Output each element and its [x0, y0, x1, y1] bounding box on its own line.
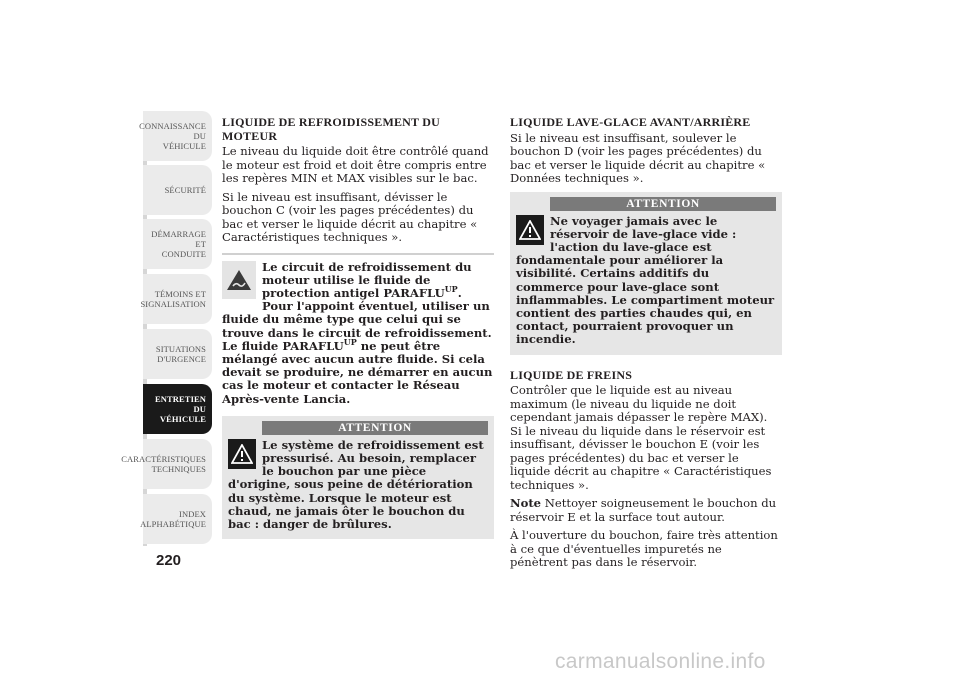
tab-caracteristiques[interactable]	[121, 439, 212, 489]
coolant-paragraph-1: Le niveau du liquide doit être contrôlé quand le moteur est froid et doit être compris entre les repères MIN et MAX visibles sur le bac.	[222, 144, 489, 185]
brake-paragraph-2: À l'ouverture du bouchon, faire très attention à ce que d'éventuelles impuretés ne pénètrent pas dans le réservoir.	[510, 528, 778, 570]
tab-label: SITUATIONS D'URGENCE	[155, 344, 206, 364]
paraflu-sup: UP	[343, 336, 357, 347]
tab-label: TÉMOINS ET SIGNALISATION	[140, 289, 206, 309]
washer-paragraph: Si le niveau est insuffisant, soulever le bouchon D (voir les pages précédentes) du bac et verser le liquide décrit au chapitre « Données techniques ».	[510, 130, 766, 185]
tab-label: ENTRETIEN DU VÉHICULE	[155, 394, 206, 424]
tab-label: SÉCURITÉ	[164, 185, 206, 195]
right-column	[510, 116, 782, 575]
note-text: Nettoyer soigneusement le bouchon du réservoir E et la surface tout autour.	[510, 496, 777, 524]
tab-temoins[interactable]	[140, 274, 212, 324]
paraflu-note-text	[222, 261, 494, 406]
washer-warning-text: Ne voyager jamais avec le réservoir de lave-glace vide : l'action du lave-glace est fondamentale pour améliorer la visibilité. Certains additifs du commerce pour lave-glace sont inflammables. Le compartiment moteur contient des parties chaudes qui, en contact, pourraient provoquer un incendie.	[516, 213, 775, 347]
note-label: Note	[510, 496, 542, 511]
coolant-paragraph-2: Si le niveau est insuffisant, dévisser le bouchon C (voir les pages précédentes) du bac et verser le liquide décrit au chapitre « Caractéristiques techniques ».	[222, 189, 478, 244]
tab-situations[interactable]	[143, 329, 212, 379]
warning-title: ATTENTION	[262, 421, 488, 435]
paraflu-text-a: Le circuit de refroidissement du moteur utilise le fluide de protection antigel PARAFLU	[262, 259, 472, 300]
coolant-heading: LIQUIDE DE REFROIDISSEMENT DU MOTEUR	[222, 115, 440, 143]
tab-demarrage[interactable]	[143, 219, 212, 269]
tab-index[interactable]	[140, 494, 212, 544]
watermark: carmanualsonline.info	[555, 650, 766, 673]
left-column	[222, 116, 494, 549]
tab-connaissance[interactable]	[139, 111, 212, 161]
tab-label: DÉMARRAGE ET CONDUITE	[151, 229, 206, 259]
paraflu-note	[222, 253, 494, 406]
tab-entretien[interactable]	[143, 384, 212, 434]
tab-securite[interactable]	[143, 165, 212, 215]
brake-fluid-heading: LIQUIDE DE FREINS	[510, 367, 633, 382]
warning-title: ATTENTION	[550, 197, 776, 211]
coolant-warning-box	[222, 416, 494, 539]
warning-triangle-icon	[228, 439, 256, 469]
washer-warning-box	[510, 192, 782, 355]
warning-triangle-icon	[516, 215, 544, 245]
brake-note	[510, 497, 782, 524]
brake-paragraph: Contrôler que le liquide est au niveau maximum (le niveau du liquide ne doit cependant jamais dépasser le repère MAX). Si le niveau du liquide dans le réservoir est insuffisant, dévisser le bouchon E (voir les pages précédentes) du bac et verser le liquide décrit au chapitre « Caractéristiques techniques ».	[510, 383, 772, 492]
tab-label: INDEX ALPHABÉTIQUE	[140, 509, 206, 529]
tab-label: CARACTÉRISTIQUES TECHNIQUES	[121, 454, 206, 474]
coolant-warning-text: Le système de refroidissement est pressurisé. Au besoin, remplacer le bouchon par une pièce d'origine, sous peine de détérioration du système. Lorsque le moteur est chaud, ne jamais ôter le bouchon du bac : danger de brûlures.	[228, 437, 484, 531]
tab-label: CONNAISSANCE DU VÉHICULE	[139, 121, 206, 151]
engine-oil-warning-icon	[222, 261, 256, 299]
paraflu-sup: UP	[444, 284, 458, 295]
washer-heading: LIQUIDE LAVE-GLACE AVANT/ARRIÈRE	[510, 115, 751, 129]
paraflu-text-c: ne peut être mélangé avec aucun autre fluide. Si cela devait se produire, ne démarrer en aucun cas le moteur et contacter le Réseau Après-vente Lancia.	[222, 338, 493, 406]
paraflu-text-b: . Pour l'appoint éventuel, utiliser un fluide du même type que celui qui se trouve dans le circuit de refroidissement. Le fluide PARAFLU	[222, 285, 492, 353]
page-number: 220	[156, 552, 182, 569]
